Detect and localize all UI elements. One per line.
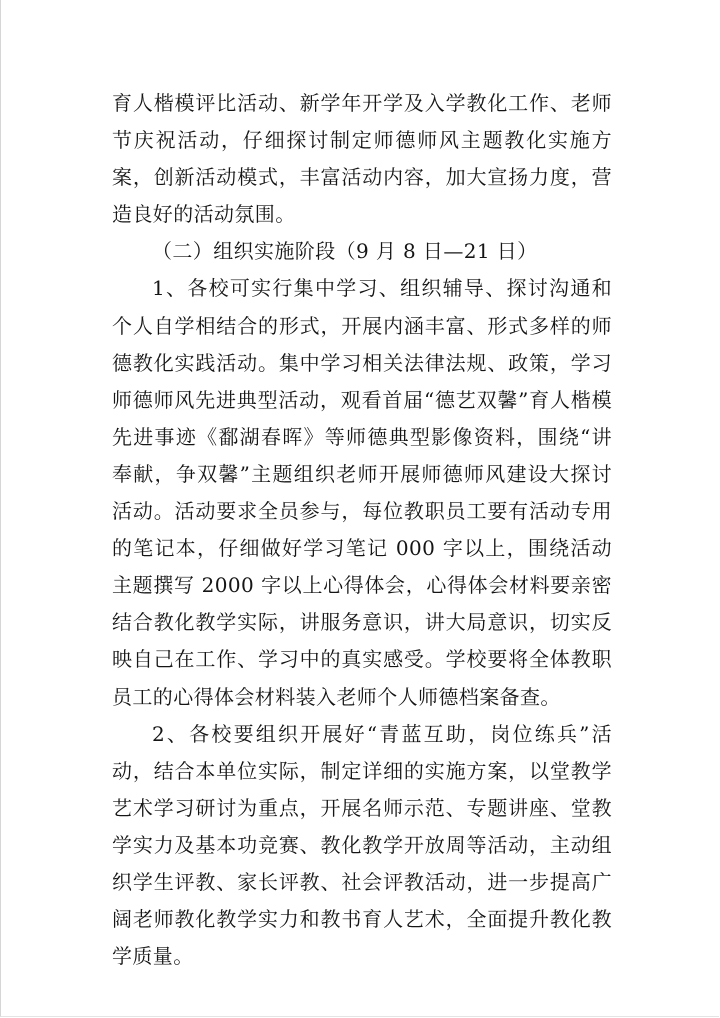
section-heading-implementation-stage: （二）组织实施阶段（9 月 8 日—21 日） [152, 239, 538, 264]
paragraph-item-2: 2、各校要组织开展好“青蓝互助，岗位练兵”活动，结合本单位实际，制定详细的实施方案，以堂教学艺术学习研讨为重点，开展名师示范、专题讲座、堂教学实力及基本功竞赛、教化教学开放周等活动，主动组织学生评教、家长评教、社会评教活动，进一步提高广阔老师教化教学实力和教书育人艺术，全面提升教化教学质量。 [112, 721, 612, 969]
document-body [112, 85, 612, 975]
paragraph-item-1: 1、各校可实行集中学习、组织辅导、探讨沟通和个人自学相结合的形式，开展内涵丰富、形式多样的师德教化实践活动。集中学习相关法律法规、政策，学习师德师风先进典型活动，观看首届“德艺双馨”育人楷模先进事迹《鄱湖春晖》等师德典型影像资料，围绕“讲奉献，争双馨”主题组织老师开展师德师风建设大探讨活动。活动要求全员参与，每位教职员工要有活动专用的笔记本，仔细做好学习笔记 000 字以上，围绕活动主题撰写 2000 字以上心得体会，心得体会材料要亲密结合教化教学实际，讲服务意识，讲大局意识，切实反映自己在工作、学习中的真实感受。学校要将全体教职员工的心得体会材料装入老师个人师德档案备查。 [112, 276, 612, 709]
paragraph-activity-planning: 育人楷模评比活动、新学年开学及入学教化工作、老师节庆祝活动，仔细探讨制定师德师风主题教化实施方案，创新活动模式，丰富活动内容，加大宣扬力度，营造良好的活动氛围。 [112, 91, 612, 227]
